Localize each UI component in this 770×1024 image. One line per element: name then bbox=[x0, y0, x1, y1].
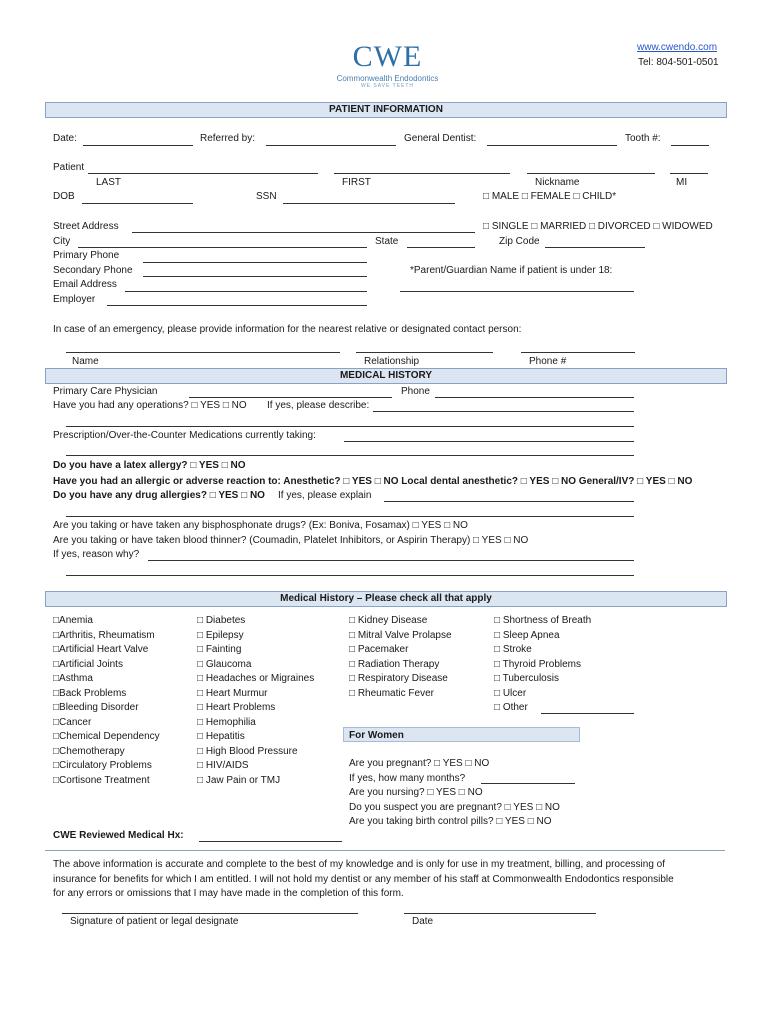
employer-field[interactable] bbox=[107, 305, 367, 306]
checklist-item[interactable]: □Circulatory Problems bbox=[53, 760, 152, 771]
drug-allergy-explain-label: If yes, please explain bbox=[278, 490, 372, 501]
reason-field[interactable] bbox=[148, 560, 634, 561]
drug-allergy-field[interactable] bbox=[384, 501, 634, 502]
last-name-field[interactable] bbox=[88, 173, 318, 174]
state-label: State bbox=[375, 236, 399, 247]
last-label: LAST bbox=[96, 177, 122, 188]
operations-describe-field-2[interactable] bbox=[66, 426, 634, 427]
suspect-pregnant-question[interactable]: Do you suspect you are pregnant? □ YES □ NO bbox=[349, 801, 560, 813]
reviewed-label: CWE Reviewed Medical Hx: bbox=[53, 830, 184, 841]
checklist-header: Medical History – Please check all that apply bbox=[45, 591, 727, 607]
dentist-field[interactable] bbox=[487, 145, 617, 146]
latex-question[interactable]: Do you have a latex allergy? □ YES □ NO bbox=[53, 460, 246, 471]
checklist-item[interactable]: □ Stroke bbox=[494, 644, 532, 655]
checklist-item[interactable]: □ Other bbox=[494, 702, 528, 713]
tooth-field[interactable] bbox=[671, 145, 709, 146]
checklist-item[interactable]: □ Heart Problems bbox=[197, 702, 276, 713]
checklist-item[interactable]: □ Epilepsy bbox=[197, 629, 244, 641]
statement-line: insurance for benefits for which I am entitled. I will not hold my dentist or any member of his staff at Commonwealth Endodontics responsible bbox=[53, 873, 674, 885]
checklist-item[interactable]: □Bleeding Disorder bbox=[53, 702, 139, 713]
checklist-item[interactable]: □Anemia bbox=[53, 615, 93, 626]
email-field[interactable] bbox=[125, 291, 367, 292]
reviewed-field[interactable] bbox=[199, 841, 342, 842]
statement-line: The above information is accurate and complete to the best of my knowledge and is only for use in my treatment, billing, and processing of bbox=[53, 859, 665, 870]
first-label: FIRST bbox=[342, 177, 371, 188]
checklist-item[interactable]: □Cortisone Treatment bbox=[53, 774, 150, 786]
zip-field[interactable] bbox=[545, 247, 645, 248]
checklist-item[interactable]: □ HIV/AIDS bbox=[197, 760, 249, 771]
reaction-question[interactable]: Have you had an allergic or adverse reaction to: Anesthetic? □ YES □ NO Local dental anesthetic? □ YES □ NO General/IV? □ YES □ NO bbox=[53, 476, 693, 487]
checklist-item[interactable]: □Artificial Heart Valve bbox=[53, 644, 149, 655]
drug-allergy-field-2[interactable] bbox=[66, 516, 634, 517]
checklist-item[interactable]: □ Shortness of Breath bbox=[494, 615, 592, 626]
checklist-item[interactable]: □ Glaucoma bbox=[197, 658, 252, 670]
signature-field[interactable] bbox=[62, 913, 358, 914]
street-field[interactable] bbox=[132, 232, 475, 233]
patient-information-header: PATIENT INFORMATION bbox=[45, 102, 727, 118]
logo-subtitle: Commonwealth Endodontics bbox=[336, 74, 439, 83]
checklist-col-3 bbox=[349, 614, 452, 701]
employer-label: Employer bbox=[53, 294, 96, 305]
drug-allergy-question[interactable]: Do you have any drug allergies? □ YES □ NO bbox=[53, 490, 265, 501]
city-field[interactable] bbox=[78, 247, 367, 248]
emergency-phone-field[interactable] bbox=[521, 352, 635, 353]
primary-phone-field[interactable] bbox=[143, 262, 367, 263]
referred-label: Referred by: bbox=[200, 133, 256, 144]
operations-describe-field[interactable] bbox=[373, 411, 634, 412]
checklist-item[interactable]: □ Headaches or Migraines bbox=[197, 673, 315, 684]
women-questions bbox=[349, 757, 560, 830]
website-link[interactable]: www.cwendo.com bbox=[637, 42, 718, 53]
guardian-label: *Parent/Guardian Name if patient is under 18: bbox=[410, 265, 613, 276]
checklist-item[interactable]: □ Rheumatic Fever bbox=[349, 687, 434, 699]
checklist-item[interactable]: □ Tuberculosis bbox=[494, 673, 559, 684]
checklist-item[interactable]: □Cancer bbox=[53, 716, 92, 728]
checklist-col-4 bbox=[494, 614, 591, 716]
dob-field[interactable] bbox=[82, 203, 193, 204]
checklist-item[interactable]: □ Respiratory Disease bbox=[349, 673, 448, 684]
pregnant-question[interactable]: Are you pregnant? □ YES □ NO bbox=[349, 758, 490, 769]
secondary-phone-label: Secondary Phone bbox=[53, 265, 133, 276]
checklist-item[interactable]: □ Ulcer bbox=[494, 687, 527, 699]
signature-label: Signature of patient or legal designate bbox=[70, 916, 239, 927]
pcp-field[interactable] bbox=[189, 397, 392, 398]
pcp-phone-label: Phone bbox=[401, 386, 430, 397]
referred-field[interactable] bbox=[266, 145, 396, 146]
street-label: Street Address bbox=[53, 221, 119, 232]
statement-line: for any errors or omissions that I may have made in the completion of this form. bbox=[53, 888, 404, 899]
logo-text: CWE bbox=[352, 40, 423, 73]
office-phone: Tel: 804-501-0501 bbox=[638, 57, 719, 68]
emergency-name-field[interactable] bbox=[66, 352, 340, 353]
birth-control-question[interactable]: Are you taking birth control pills? □ YES □ NO bbox=[349, 816, 552, 827]
dentist-label: General Dentist: bbox=[404, 133, 477, 144]
marital-options[interactable]: □ SINGLE □ MARRIED □ DIVORCED □ WIDOWED bbox=[483, 221, 713, 232]
primary-phone-label: Primary Phone bbox=[53, 250, 120, 261]
guardian-field[interactable] bbox=[400, 291, 634, 292]
checklist-item[interactable]: □Asthma bbox=[53, 673, 93, 684]
first-name-field[interactable] bbox=[334, 173, 510, 174]
checklist-item[interactable]: □Chemical Dependency bbox=[53, 731, 160, 742]
bisphosphonate-question[interactable]: Are you taking or have taken any bisphosphonate drugs? (Ex: Boniva, Fosamax) □ YES □ NO bbox=[53, 520, 468, 531]
mi-field[interactable] bbox=[670, 173, 708, 174]
dob-label: DOB bbox=[53, 191, 75, 202]
checklist-col-2 bbox=[197, 614, 314, 788]
checklist-item[interactable]: □ Diabetes bbox=[197, 615, 246, 626]
secondary-phone-field[interactable] bbox=[143, 276, 367, 277]
checklist-item[interactable]: □ High Blood Pressure bbox=[197, 745, 298, 757]
state-field[interactable] bbox=[407, 247, 475, 248]
medical-history-header: MEDICAL HISTORY bbox=[45, 368, 727, 384]
checklist-item[interactable]: □ Hemophilia bbox=[197, 716, 256, 728]
logo-tagline: WE SAVE TEETH bbox=[360, 83, 415, 89]
checklist-col-1 bbox=[53, 614, 160, 788]
operations-question[interactable]: Have you had any operations? □ YES □ NO bbox=[53, 400, 247, 411]
emergency-text: In case of an emergency, please provide information for the nearest relative or designated contact person: bbox=[53, 324, 522, 335]
checklist-item[interactable]: □Back Problems bbox=[53, 687, 127, 699]
medications-question: Prescription/Over-the-Counter Medications currently taking: bbox=[53, 430, 316, 441]
name-label: Name bbox=[72, 356, 99, 367]
checklist-item[interactable]: □ Mitral Valve Prolapse bbox=[349, 629, 452, 641]
checklist-item[interactable]: □ Jaw Pain or TMJ bbox=[197, 774, 281, 786]
pcp-label: Primary Care Physician bbox=[53, 386, 158, 397]
blood-thinner-question[interactable]: Are you taking or have taken blood thinner? (Coumadin, Platelet Inhibitors, or Aspirin Therapy) □ YES □ NO bbox=[53, 535, 529, 546]
checklist-item[interactable]: □Chemotherapy bbox=[53, 745, 125, 757]
gender-options[interactable]: □ MALE □ FEMALE □ CHILD* bbox=[483, 191, 617, 202]
city-label: City bbox=[53, 236, 71, 247]
statement bbox=[53, 858, 674, 902]
checklist-item[interactable]: □ Heart Murmur bbox=[197, 687, 268, 699]
months-question: If yes, how many months? bbox=[349, 772, 466, 784]
medications-field[interactable] bbox=[344, 441, 634, 442]
date-field[interactable] bbox=[83, 145, 193, 146]
signature-date-field[interactable] bbox=[404, 913, 596, 914]
checklist-item[interactable]: □ Kidney Disease bbox=[349, 615, 428, 626]
mi-label: MI bbox=[676, 177, 688, 188]
date-label: Date: bbox=[53, 133, 77, 144]
nickname-label: Nickname bbox=[535, 177, 580, 188]
ssn-label: SSN bbox=[256, 191, 277, 202]
logo bbox=[325, 40, 450, 89]
signature-date-label: Date bbox=[412, 916, 434, 927]
relationship-label: Relationship bbox=[364, 356, 420, 367]
emergency-relationship-field[interactable] bbox=[356, 352, 493, 353]
checklist-item[interactable]: □ Radiation Therapy bbox=[349, 658, 440, 670]
checklist-item[interactable]: □Artificial Joints bbox=[53, 658, 123, 670]
checklist-item[interactable]: □ Hepatitis bbox=[197, 731, 245, 742]
operations-describe-label: If yes, please describe: bbox=[267, 400, 370, 411]
ssn-field[interactable] bbox=[283, 203, 455, 204]
zip-label: Zip Code bbox=[499, 236, 540, 247]
patient-label: Patient bbox=[53, 162, 85, 173]
reason-question: If yes, reason why? bbox=[53, 549, 140, 560]
pcp-phone-field[interactable] bbox=[435, 397, 634, 398]
checklist-item[interactable]: □Arthritis, Rheumatism bbox=[53, 629, 155, 641]
checklist-item[interactable]: □ Pacemaker bbox=[349, 644, 409, 655]
checklist-item[interactable]: □ Fainting bbox=[197, 644, 242, 655]
medications-field-2[interactable] bbox=[66, 455, 634, 456]
reason-field-2[interactable] bbox=[66, 575, 634, 576]
nickname-field[interactable] bbox=[527, 173, 655, 174]
email-label: Email Address bbox=[53, 279, 117, 290]
for-women-header: For Women bbox=[343, 727, 580, 742]
other-condition-field[interactable] bbox=[541, 713, 634, 714]
phone-hash-label: Phone # bbox=[529, 356, 567, 367]
checklist-item[interactable]: □ Thyroid Problems bbox=[494, 658, 581, 670]
months-field[interactable] bbox=[481, 783, 575, 784]
section-divider bbox=[45, 850, 725, 851]
tooth-label: Tooth #: bbox=[625, 133, 661, 144]
nursing-question[interactable]: Are you nursing? □ YES □ NO bbox=[349, 787, 483, 798]
checklist-item[interactable]: □ Sleep Apnea bbox=[494, 629, 560, 641]
